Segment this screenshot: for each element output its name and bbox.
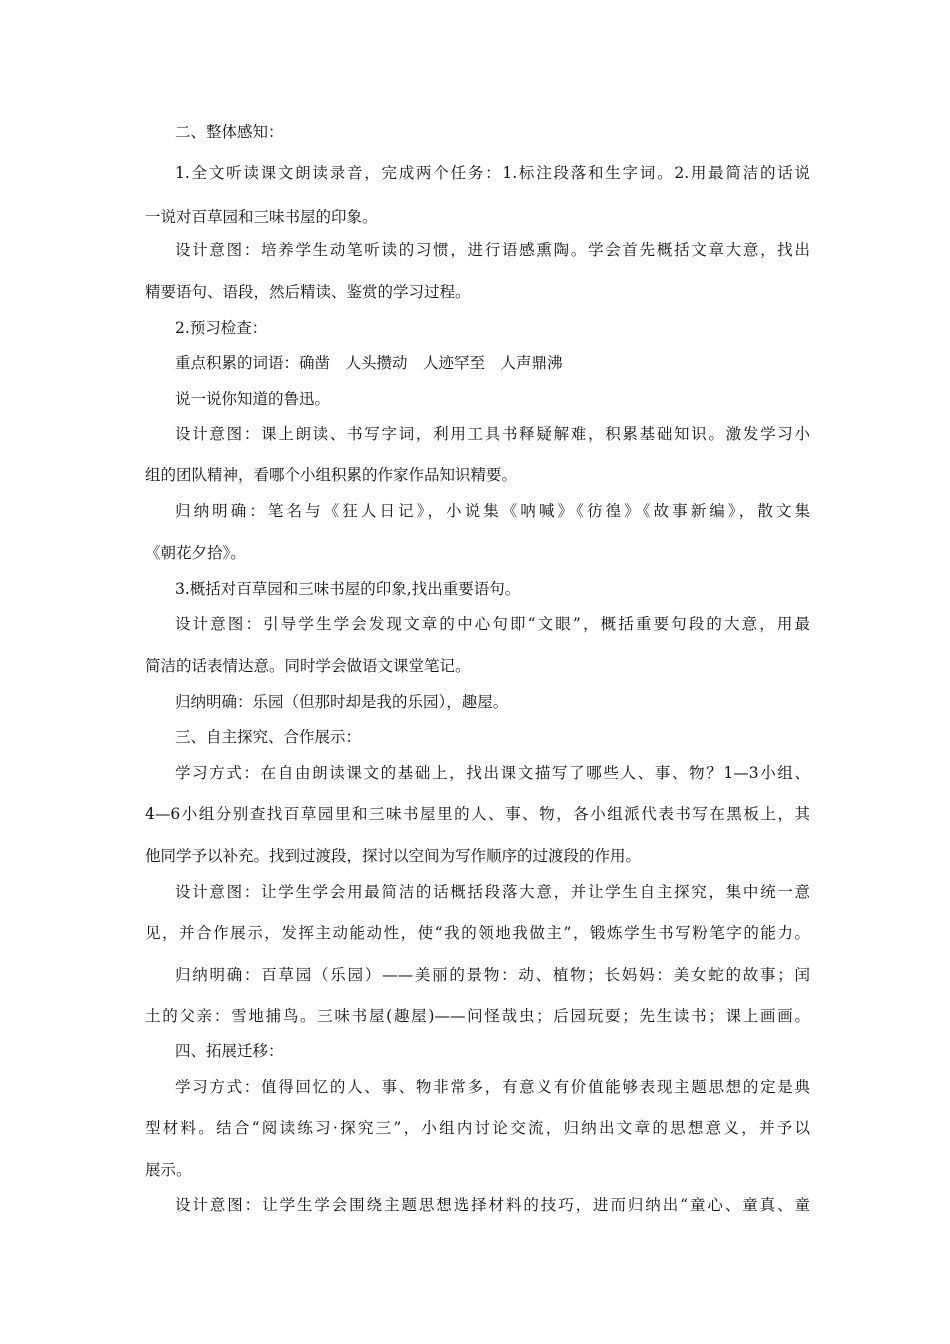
paragraph-line: 他同学予以补充。找到过渡段，探讨以空间为写作顺序的过渡段的作用。 [145,847,642,865]
paragraph-line: 精要语句、语段，然后精读、鉴赏的学习过程。 [145,283,471,301]
paragraph-line: 归纳明确：乐园（但那时却是我的乐园），趣屋。 [175,693,509,711]
paragraph-line: 学习方式：值得回忆的人、事、物非常多，有意义有价值能够表现主题思想的定是典 [175,1078,810,1096]
paragraph-line: 土的父亲：雪地捕鸟。三味书屋(趣屋)——问怪哉虫；后园玩耍；先生读书；课上画画。 [145,1007,810,1025]
paragraph-line: 四、拓展迁移： [175,1042,284,1060]
paragraph-line: 展示。 [145,1161,192,1179]
paragraph-line: 三、自主探究、合作展示： [175,728,362,746]
paragraph-line: 2.预习检查： [175,319,268,337]
paragraph-line: 一说对百草园和三味书屋的印象。 [145,208,378,226]
paragraph-line: 归纳明确：百草园（乐园）——美丽的景物：动、植物；长妈妈：美女蛇的故事；闰 [175,966,810,984]
paragraph-line: 设计意图：让学生学会围绕主题思想选择材料的技巧，进而归纳出“童心、童真、童 [175,1196,810,1214]
paragraph-line: 见，并合作展示，发挥主动能动性，使“我的领地我做主”，锻炼学生书写粉笔字的能力。 [145,924,810,942]
paragraph-line: 二、整体感知： [175,123,284,141]
paragraph-line: 设计意图：培养学生动笔听读的习惯，进行语感熏陶。学会首先概括文章大意，找出 [175,241,810,259]
paragraph-line: 设计意图：让学生学会用最简洁的话概括段落大意，并让学生自主探究，集中统一意 [175,883,810,901]
paragraph-line: 组的团队精神，看哪个小组积累的作家作品知识精要。 [145,466,518,484]
paragraph-line: 设计意图：引导学生学会发现文章的中心句即“文眼”，概括重要句段的大意，用最 [175,615,810,633]
paragraph-line: 4—6小组分别查找百草园里和三味书屋里的人、事、物，各小组派代表书写在黑板上，其 [145,805,810,823]
paragraph-line: 归纳明确：笔名与《狂人日记》，小说集《呐喊》《彷徨》《故事新编》，散文集 [175,502,810,520]
paragraph-line: 型材料。结合“阅读练习·探究三”，小组内讨论交流，归纳出文章的思想意义，并予以 [145,1119,810,1137]
paragraph-line: 《朝花夕拾》。 [145,544,246,562]
paragraph-line: 3.概括对百草园和三味书屋的印象,找出重要语句。 [175,580,521,598]
paragraph-line: 1.全文听读课文朗读录音，完成两个任务：1.标注段落和生字词。2.用最简洁的话说 [175,164,810,182]
paragraph-line: 学习方式：在自由朗读课文的基础上，找出课文描写了哪些人、事、物？1—3小组、 [175,764,810,782]
paragraph-line: 简洁的话表情达意。同时学会做语文课堂笔记。 [145,657,471,675]
paragraph-line: 说一说你知道的鲁迅。 [175,390,331,408]
paragraph-line: 重点积累的词语：确凿 人头攒动 人迹罕至 人声鼎沸 [175,354,563,372]
paragraph-line: 设计意图：课上朗读、书写字词，利用工具书释疑解难，积累基础知识。激发学习小 [175,425,810,443]
